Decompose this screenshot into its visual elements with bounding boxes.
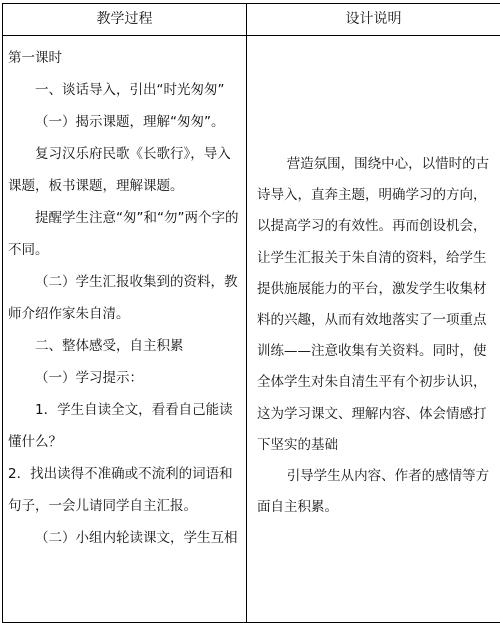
process-paragraph: 提醒学生注意“匆”和“勿”两个字的不同。 bbox=[8, 210, 239, 258]
design-notes-text bbox=[247, 36, 500, 523]
header-design-notes: 设计说明 bbox=[247, 4, 500, 36]
process-paragraph: 一、谈话导入，引出“时光匆匆” bbox=[35, 82, 225, 98]
process-paragraph: 二、整体感受，自主积累 bbox=[35, 338, 184, 354]
process-paragraph: 第一课时 bbox=[8, 50, 62, 66]
content-row bbox=[3, 36, 500, 623]
lesson-plan-table bbox=[2, 3, 500, 623]
design-paragraph: 引导学生从内容、作者的感情等方面自主积累。 bbox=[257, 468, 490, 516]
process-paragraph: （二）学生汇报收集到的资料，教师介绍作家朱自清。 bbox=[8, 274, 238, 322]
process-paragraph: （一）学习提示： bbox=[35, 370, 143, 386]
header-teaching-process: 教学过程 bbox=[3, 4, 247, 36]
header-row bbox=[3, 4, 500, 36]
design-notes-cell bbox=[247, 36, 500, 623]
teaching-process-text bbox=[3, 36, 246, 554]
process-paragraph: 1．学生自读全文，看看自己能读懂什么？ bbox=[8, 402, 233, 450]
design-paragraph: 营造氛围，围绕中心，以惜时的古诗导入，直奔主题，明确学习的方向，以提高学习的有效性。再而创设机会，让学生汇报关于朱自清的资料，给学生提供施展能力的平台，激发学生收集材料的兴趣，从而有效地落实了一项重点训练——注意收集有关资料。同时，使全体学生对朱自清生平有个初步认识，这为学习课文、理解内容、体会情感打下坚实的基础 bbox=[257, 156, 490, 453]
process-paragraph: 2．找出读得不准确或不流利的词语和句子，一会儿请同学自主汇报。 bbox=[8, 466, 233, 514]
process-paragraph: （一）揭示课题，理解“匆匆”。 bbox=[35, 114, 225, 130]
process-paragraph: （二）小组内轮读课文，学生互相 bbox=[35, 530, 238, 546]
process-paragraph: 复习汉乐府民歌《长歌行》，导入课题，板书课题，理解课题。 bbox=[8, 146, 231, 194]
teaching-process-cell bbox=[3, 36, 247, 623]
